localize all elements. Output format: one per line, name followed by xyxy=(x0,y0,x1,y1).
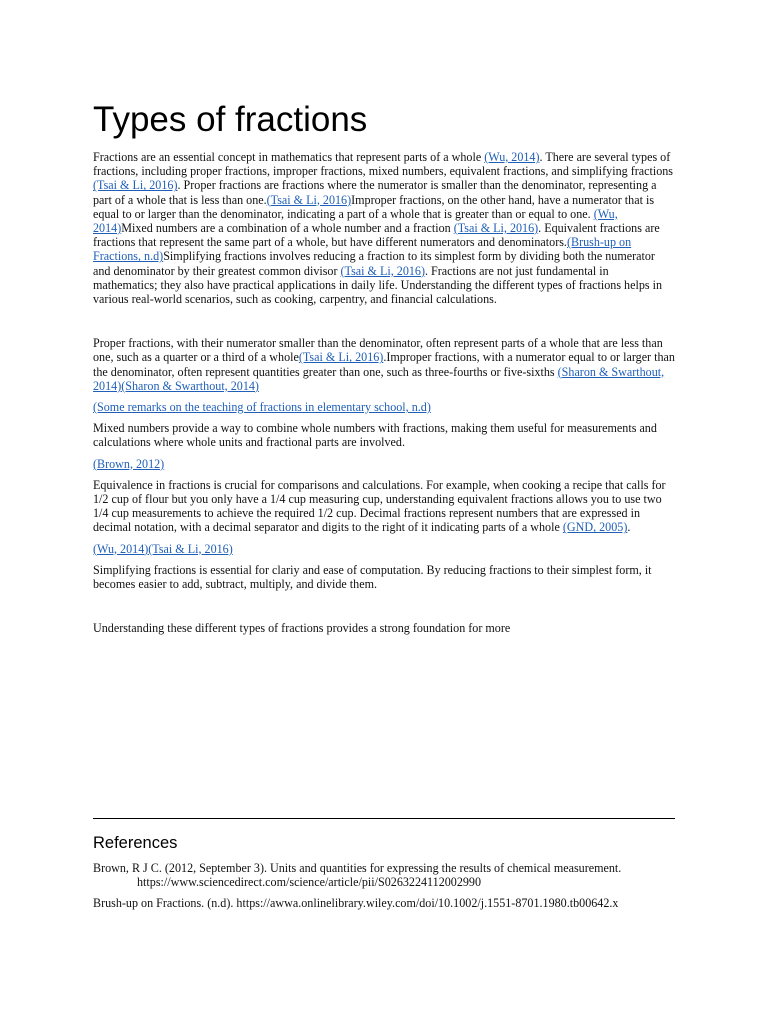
paragraph-conclusion xyxy=(93,621,675,635)
paragraph-text: Proper fractions, with their numerator smaller than the denominator, often represent parts of a whole that are less than one, such as a quarter or a third of a whole xyxy=(93,336,663,365)
paragraph-text: . There are several types of fractions, including proper fractions, improper fractions, mixed numbers, equivalent fractions, and simplifying fractions xyxy=(93,150,674,179)
reference-entry: Brown, R J C. (2012, September 3). Units and quantities for expressing the results of chemical measurement. https://www.sciencedirect.com/science/article/pii/S0263224112002990 xyxy=(93,861,622,890)
citation-link[interactable]: (Tsai & Li, 2016) xyxy=(266,192,352,207)
paragraph-text: . Proper fractions are fractions where the numerator is smaller than the denominator, representing a part of a whole that is less than one. xyxy=(93,178,657,207)
paragraph-text: . Fractions are not just fundamental in mathematics; they also have practical applications in daily life. Understanding the different types of fractions helps in various real-world scenarios, such as cooking, carpentry, and financial calculations. xyxy=(93,263,663,307)
section-divider xyxy=(93,818,675,819)
citation-link[interactable]: (Tsai & Li, 2016) xyxy=(340,263,425,278)
paragraph-text: . xyxy=(627,520,631,535)
paragraph-proper-improper xyxy=(93,336,675,393)
citation-link[interactable]: (Brush-up on Fractions, n.d) xyxy=(93,235,632,264)
citation-link[interactable]: (Tsai & Li, 2016) xyxy=(93,178,178,193)
document-body xyxy=(93,150,675,635)
citation-link[interactable]: (Tsai & Li, 2016) xyxy=(298,350,384,365)
paragraph-citation-brown xyxy=(93,457,675,471)
citation-link[interactable]: (Sharon & Swarthout, 2014)(Sharon & Swarthout, 2014) xyxy=(93,364,665,393)
citation-link[interactable]: (Some remarks on the teaching of fractions in elementary school, n.d) xyxy=(93,400,431,415)
paragraph-equivalence xyxy=(93,478,675,535)
reference-entry: Brush-up on Fractions. (n.d). https://awwa.onlinelibrary.wiley.com/doi/10.1002/j.1551-8701.1980.tb00642.x xyxy=(93,896,619,911)
paragraph-text: Simplifying fractions involves reducing a fraction to its simplest form by dividing both the numerator and denominator by their greatest common divisor xyxy=(93,249,655,278)
paragraph-text: .Improper fractions, with a numerator equal to or larger than the denominator, often represent quantities greater than one, such as three-fourths or five-sixths xyxy=(93,350,675,379)
page-title: Types of fractions xyxy=(93,100,368,139)
citation-link[interactable]: (Wu, 2014) xyxy=(93,206,618,236)
citation-link[interactable]: (Brown, 2012) xyxy=(93,456,165,471)
citation-link[interactable]: (Wu, 2014) xyxy=(484,150,540,164)
paragraph-citation-wu-tsai xyxy=(93,542,675,556)
paragraph-text: Fractions are an essential concept in mathematics that represent parts of a whole xyxy=(93,150,485,164)
paragraph-text: Simplifying fractions is essential for clariy and ease of computation. By reducing fractions to their simplest form, it becomes easier to add, subtract, multiply, and divide them. xyxy=(93,562,652,592)
paragraph-mixed-numbers xyxy=(93,421,675,449)
paragraph-text: Mixed numbers provide a way to combine whole numbers with fractions, making them useful for measurements and calculations where whole units and fractional parts are involved. xyxy=(93,421,657,450)
references-heading: References xyxy=(93,834,178,852)
paragraph-simplifying xyxy=(93,563,675,591)
paragraph-text: . Equivalent fractions are fractions that represent the same part of a whole, but have different numerators and denominators. xyxy=(93,221,660,250)
paragraph-intro xyxy=(93,150,675,306)
citation-link[interactable]: (Tsai & Li, 2016) xyxy=(453,221,539,236)
citation-link[interactable]: (GND, 2005) xyxy=(562,520,628,535)
paragraph-text: Equivalence in fractions is crucial for comparisons and calculations. For example, when cooking a recipe that calls for 1/2 cup of flour but you only have a 1/4 cup measuring cup, understanding equivalent fractions allows you to use two 1/4 cup measurements to achieve the required 1/2 cup. Decimal fractions represent numbers that are expressed in decimal notation, with a decimal separator and digits to the right of it indicating parts of a whole xyxy=(93,477,666,535)
paragraph-citation-remarks xyxy=(93,400,675,414)
paragraph-text: Understanding these different types of fractions provides a strong foundation for more xyxy=(93,621,511,636)
citation-link[interactable]: (Wu, 2014)(Tsai & Li, 2016) xyxy=(93,541,233,556)
paragraph-text: Improper fractions, on the other hand, have a numerator that is equal to or larger than the denominator, indicating a part of a whole that is greater than or equal to one. xyxy=(93,192,655,221)
paragraph-text: Mixed numbers are a combination of a whole number and a fraction xyxy=(121,221,454,236)
references-list xyxy=(93,861,675,918)
